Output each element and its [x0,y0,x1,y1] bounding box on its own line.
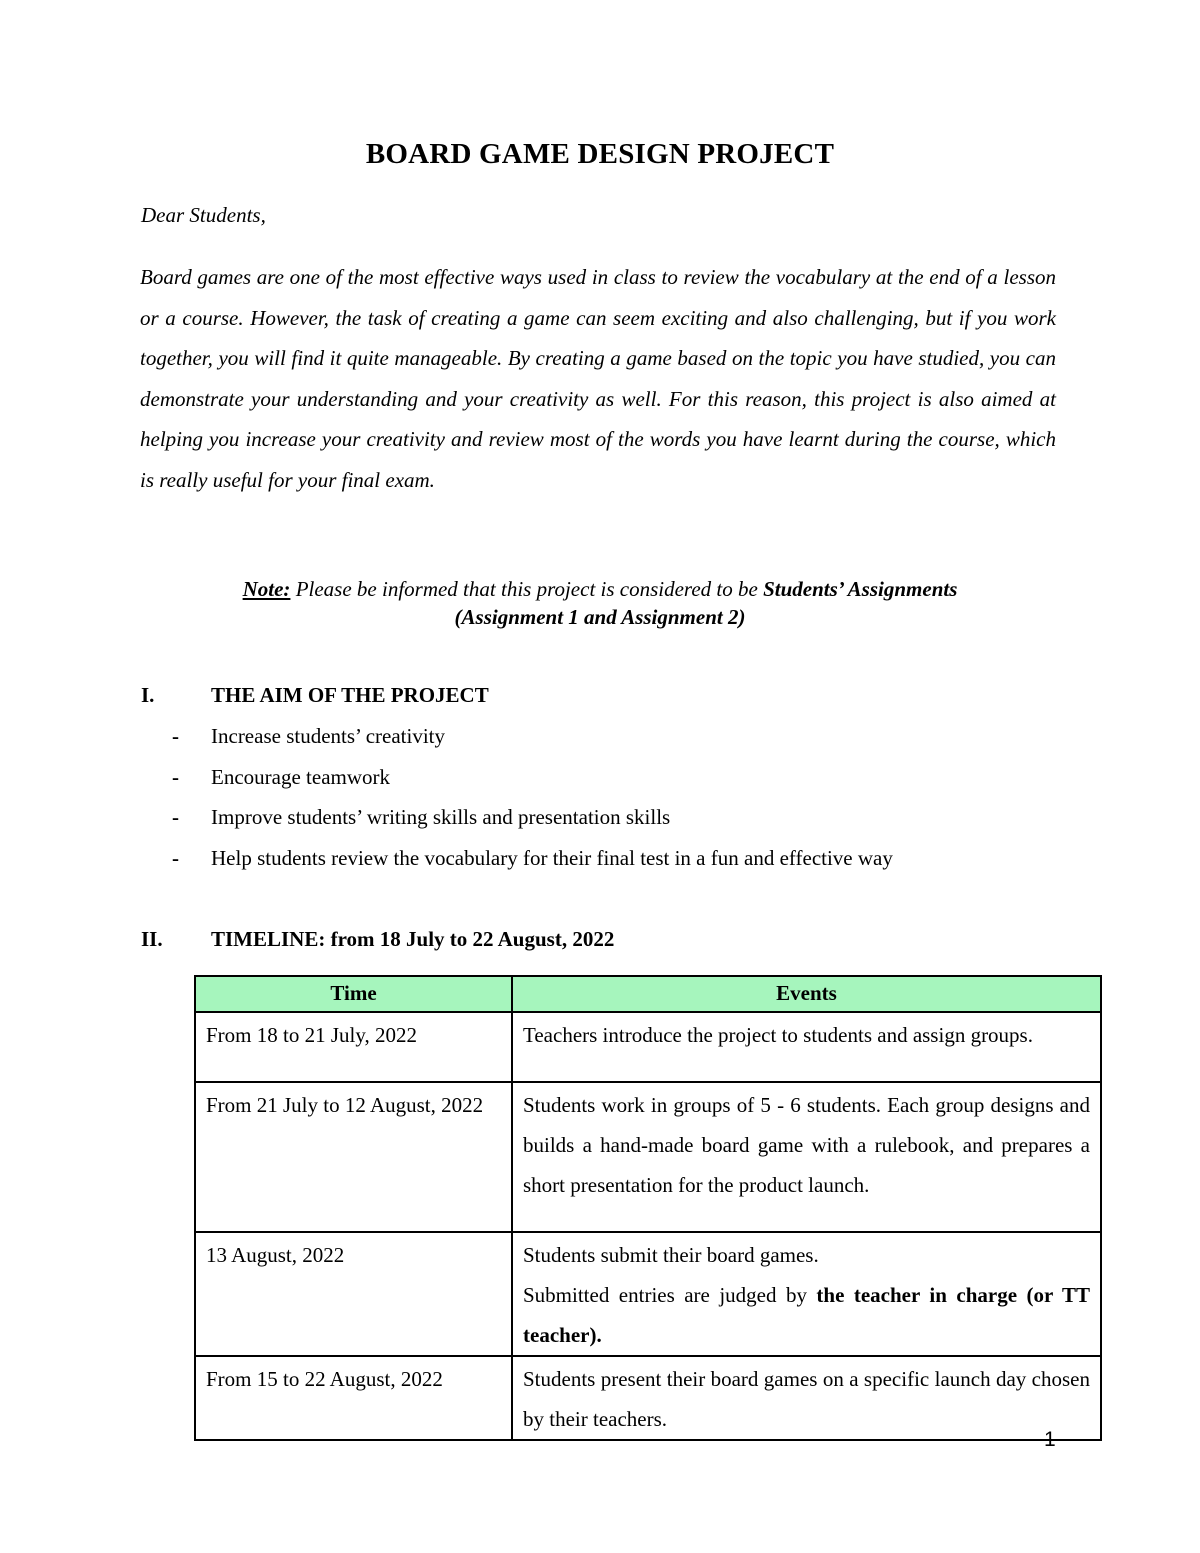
table-row [195,1232,1101,1356]
timeline-table [194,975,1102,1441]
event-cell [512,1232,1101,1356]
list-item-text: Increase students’ creativity [211,724,446,748]
bullet-dash: - [172,764,179,789]
section-title: TIMELINE: from 18 July to 22 August, 2022 [211,927,615,951]
bullet-dash: - [172,845,179,870]
event-cell: Students work in groups of 5 - 6 students. Each group designs and builds a hand-made board game with a rulebook, and prepares a short presentation for the product launch. [512,1082,1101,1232]
bullet-dash: - [172,724,179,748]
page-number: 1 [1044,1428,1056,1451]
list-item [172,722,893,763]
list-item-text: Help students review the vocabulary for their final test in a fun and effective way [211,845,893,870]
section-number: II. [141,927,163,951]
event-bold-text: the teacher in charge (or TT teacher). [523,1283,1090,1347]
column-header-events: Events [512,976,1101,1012]
page-title: BOARD GAME DESIGN PROJECT [365,138,835,170]
column-header-time: Time [195,976,512,1012]
table-header-row [195,976,1101,1012]
note-line2: (Assignment 1 and Assignment 2) [454,605,746,629]
note-text: Please be informed that this project is considered to be [290,577,764,601]
section-aim-heading [141,683,489,708]
aim-list [172,722,893,884]
table-row [195,1356,1101,1440]
event-line [523,1275,1090,1355]
event-cell: Students present their board games on a specific launch day chosen by their teachers. [512,1356,1101,1440]
event-text: Submitted entries are judged by [523,1283,817,1307]
list-item [172,803,893,844]
time-cell: From 18 to 21 July, 2022 [195,1012,512,1082]
time-cell: 13 August, 2022 [195,1232,512,1356]
bullet-dash: - [172,805,179,829]
list-item-text: Encourage teamwork [211,764,391,789]
event-cell: Teachers introduce the project to students and assign groups. [512,1012,1101,1082]
list-item-text: Improve students’ writing skills and presentation skills [211,805,671,829]
table-row [195,1012,1101,1082]
greeting: Dear Students, [141,203,266,227]
event-line: Students submit their board games. [523,1243,819,1267]
intro-paragraph: Board games are one of the most effective ways used in class to review the vocabulary at the end of a lesson or a course. However, the task of creating a game can seem exciting and also challenging, but if you work together, you will find it quite manageable. By creating a game based on the topic you have studied, you can demonstrate your understanding and your creativity as well. For this reason, this project is also aimed at helping you increase your creativity and review most of the words you have learnt during the course, which is really useful for your final exam. [140,265,1056,492]
table-row [195,1082,1101,1232]
section-number: I. [141,683,155,707]
time-cell: From 15 to 22 August, 2022 [195,1356,512,1440]
section-title: THE AIM OF THE PROJECT [211,683,489,707]
section-timeline-heading [141,927,614,952]
note-label: Note: [242,577,291,601]
list-item [172,763,893,804]
time-cell: From 21 July to 12 August, 2022 [195,1082,512,1232]
note [0,575,1200,631]
list-item [172,844,893,885]
note-emphasis: Students’ Assignments [763,577,958,601]
